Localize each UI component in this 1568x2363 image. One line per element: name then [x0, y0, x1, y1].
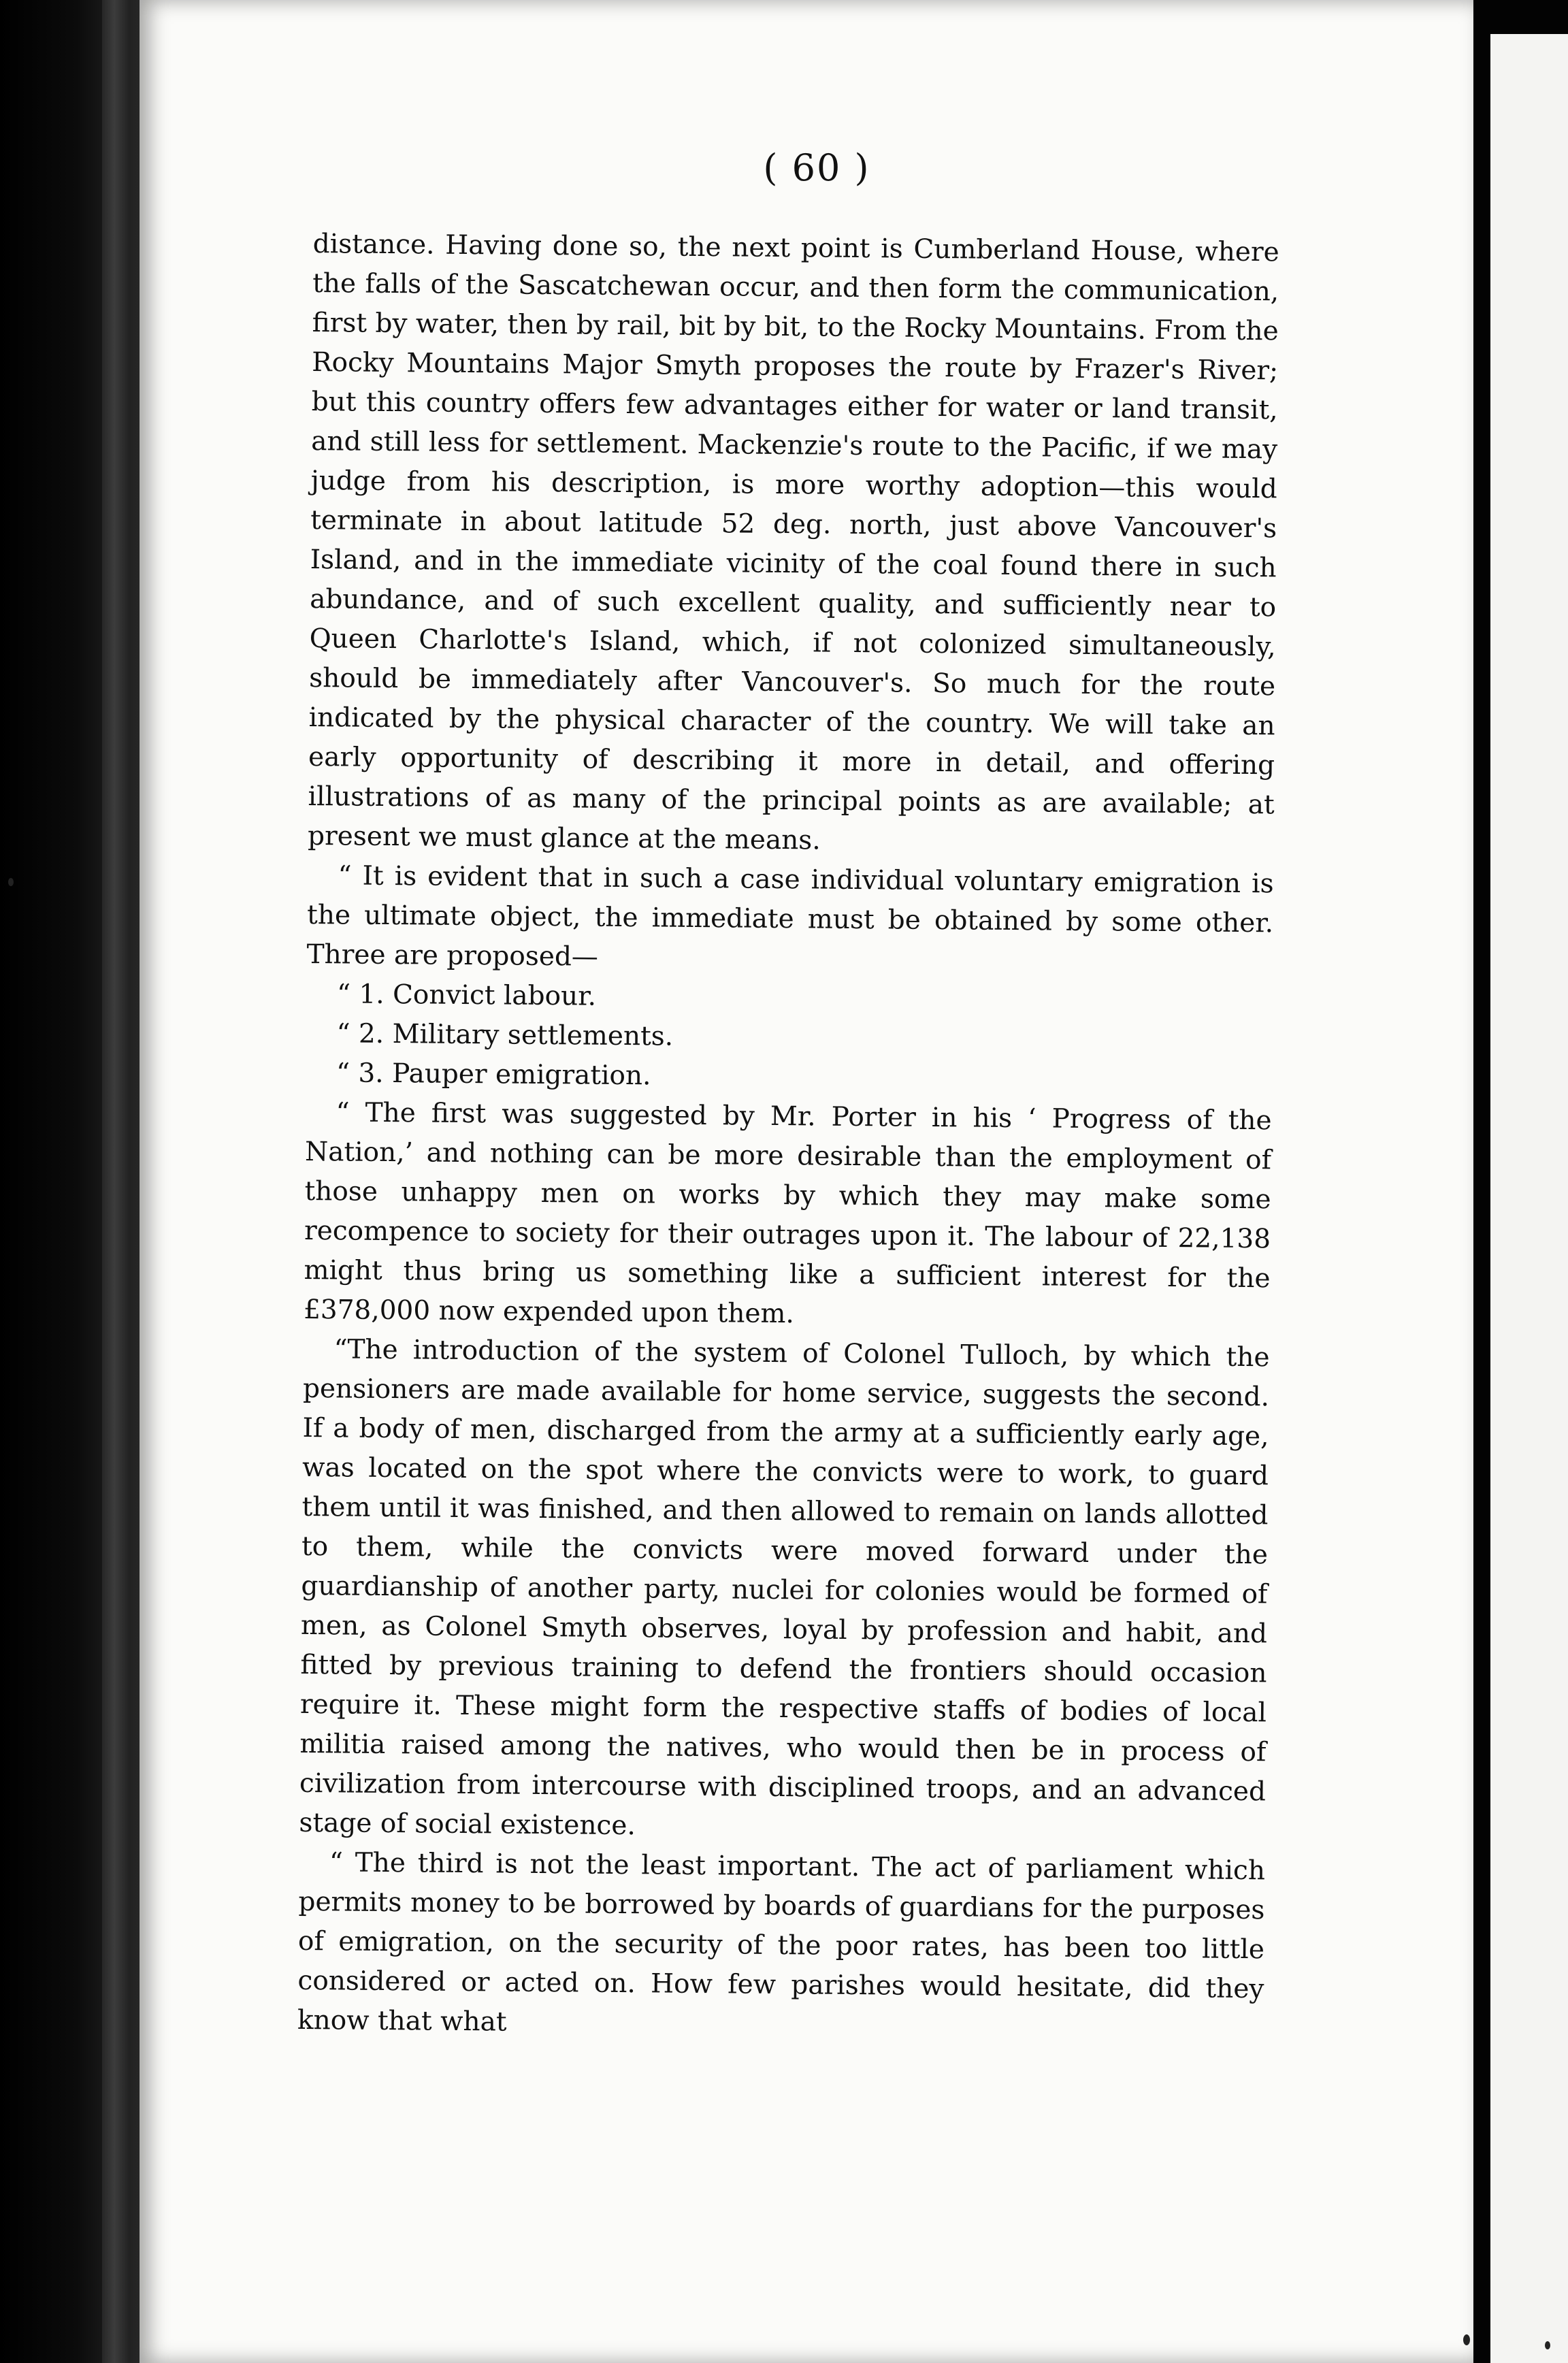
list-item-pauper-emigration: “ 3. Pauper emigration. [336, 1058, 651, 1092]
scan-speck [1463, 2334, 1470, 2345]
page-body [297, 225, 1279, 2049]
paragraph-3: “ The first was suggested by Mr. Porter in his ‘ Progress of the Nation,’ and nothing can be more desirable than the employment of those unhappy men on works by which they may make some recompence to society for their outrages upon it. The labour of 22,138 might thus bring us something like a sufficient interest for the £378,000 now expended upon them. [303, 1097, 1272, 1330]
paragraph-1: distance. Having done so, the next point is Cumberland House, where the falls of the Sascatchewan occur, and then form the communication, first by water, then by rail, bit by bit, to the Rocky Mountains. From the Rocky Mountains Major Smyth proposes the route by Frazer's River; but this country offers few advantages either for water or land transit, and still less for settlement. Mackenzie's route to the Pacific, if we may judge from his description, is more worthy adoption—this would terminate in about latitude 52 deg. north, just above Vancouver's Island, and in the immediate vicinity of the coal found there in such abundance, and of such excellent quality, and sufficiently near to Queen Charlotte's Island, which, if not colonized simultaneously, should be immediately after Vancouver's. So much for the route indicated by the physical character of the country. We will take an early opportunity of describing it more in detail, and offering illustrations of as many of the principal points as are available; at present we must glance at the means. [307, 228, 1279, 856]
scan-speck [8, 878, 14, 886]
paragraph-4: “The introduction of the system of Colonel Tulloch, by which the pensioners are made available for home service, suggests the second. If a body of men, discharged from the army at a sufficiently early age, was located on the spot where the convicts were to work, to guard them until it was finished, and then allowed to remain on lands allotted to them, while the convicts were moved forward under the guardianship of another party, nuclei for colonies would be formed of men, as Colonel Smyth observes, loyal by profession and habit, and fitted by previous training to defend the frontiers should occasion require it. These might form the respective staffs of bodies of local militia raised among the natives, who would then be in process of civilization from intercourse with disciplined troops, and an advanced stage of social existence. [299, 1334, 1270, 1842]
binding-edge [102, 0, 129, 2363]
scan-speck [1545, 2341, 1550, 2349]
paragraph-2: “ It is evident that in such a case individual voluntary emigration is the ultimate object, the immediate must be obtained by some other. Three are proposed— [306, 860, 1274, 973]
facing-page-edge [1490, 34, 1568, 2363]
page-number: ( 60 ) [763, 146, 870, 189]
list-item-military-settlements: “ 2. Military settlements. [336, 1018, 674, 1052]
paragraph-5: “ The third is not the least important. The act of parliament which permits money to be borrowed by boards of guardians for the purposes of emigration, on the security of the poor rates, has been too little considered or acted on. How few parishes would hesitate, did they know that what [297, 1847, 1266, 2038]
list-item-convict-labour: “ 1. Convict labour. [336, 979, 597, 1012]
